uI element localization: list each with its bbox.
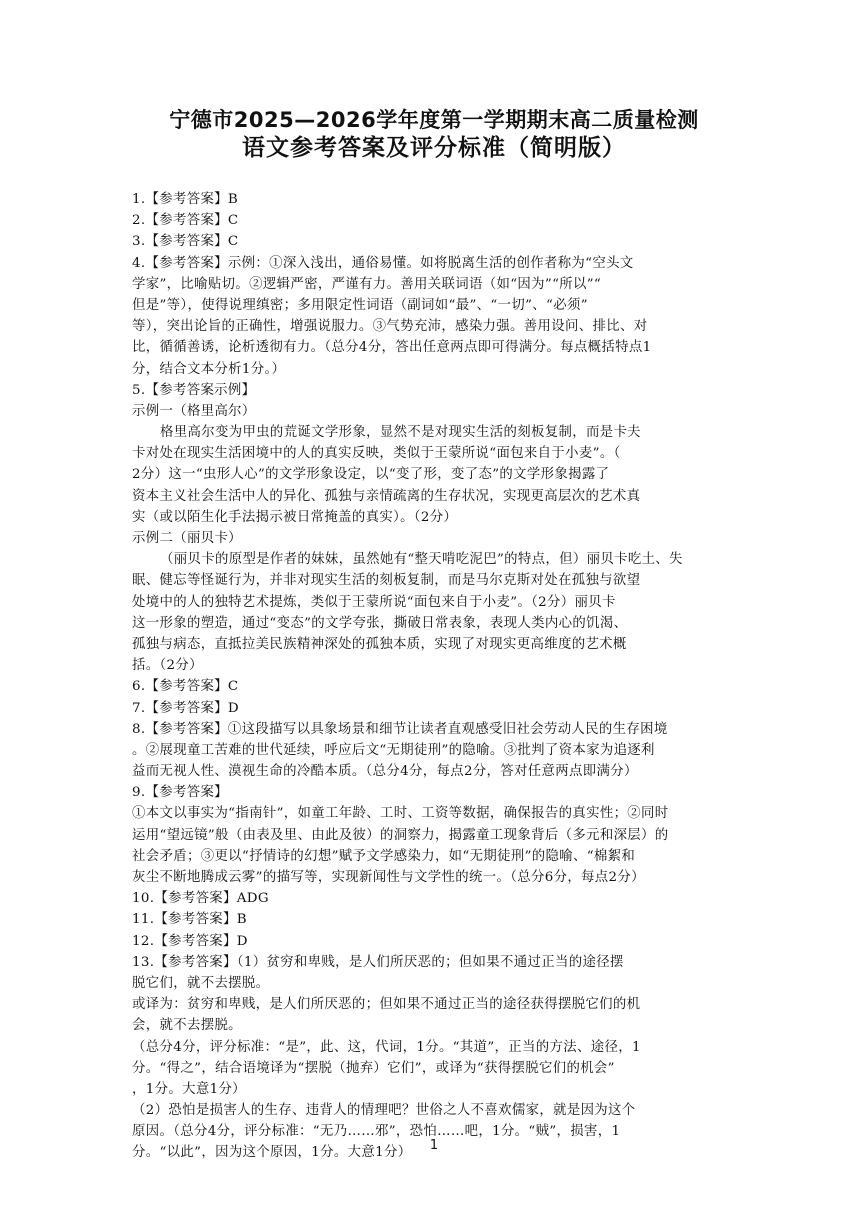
text-line: 灰尘不断地腾成云雾”的描写等，实现新闻性与文学性的统一。（总分6分，每点2分）: [132, 870, 645, 885]
text-line: 2分）这一“虫形人心”的文学形象设定，以“变了形，变了态”的文学形象揭露了: [132, 467, 610, 483]
text-line: 实（或以陌生化手法揭示被日常掩盖的真实）。（2分）: [132, 509, 458, 525]
text-line: 处境中的人的独特艺术提炼，类似于王蒙所说“面包来自于小麦”。（2分）丽贝卡: [132, 594, 616, 610]
text-line: 或译为：贫穷和卑贱，是人们所厌恶的；但如果不通过正当的途径获得摆脱它们的机: [132, 997, 641, 1013]
text-line: （2）恐怕是损害人的生存、违背人的情理吧？世俗之人不喜欢儒家，就是因为这个: [132, 1103, 636, 1119]
text-line: 4.【参考答案】示例：①深入浅出，通俗易懂。如将脱离生活的创作者称为“空头文: [132, 255, 634, 271]
text-line: 示例一（格里高尔）: [132, 403, 256, 419]
text-line: 7.【参考答案】D: [132, 700, 240, 716]
page-number: 1: [429, 1138, 439, 1153]
answer-body: [132, 189, 740, 1164]
text-line: （总分4分，评分标准：“是”，此、这，代词，1分。“其道”，正当的方法、途径，1: [132, 1039, 641, 1055]
text-line: 11.【参考答案】B: [132, 912, 247, 928]
text-line: 卡对处在现实生活困境中的人的真实反映，类似于王蒙所说“面包来自于小麦”。（: [132, 446, 621, 462]
text-line: 示例二（丽贝卡）: [132, 531, 242, 546]
text-line: （丽贝卡的原型是作者的妹妹，虽然她有“整天啃吃泥巴”的特点，但）丽贝卡吃土、失: [160, 552, 683, 568]
text-line: 10.【参考答案】ADG: [132, 891, 269, 907]
text-line: 益而无视人性、漠视生命的冷酷本质。（总分4分，每点2分，答对任意两点即满分）: [132, 764, 638, 780]
text-line: 9.【参考答案】: [132, 785, 228, 801]
text-line: 3.【参考答案】C: [132, 234, 239, 250]
text-line: 这一形象的塑造，通过“变态”的文学夸张，撕破日常表象，表现人类内心的饥渴、: [132, 615, 628, 631]
text-line: 分。“得之”，结合语境译为“摆脱（抛弃）它们”，或译为“获得摆脱它们的机会”: [132, 1060, 615, 1076]
text-line: 但是”等），使得说理缜密；多用限定性词语（副词如“最”、“一切”、“必须”: [132, 297, 588, 313]
text-line: 6.【参考答案】C: [132, 679, 239, 695]
text-line: ①本文以事实为“指南针”，如童工年龄、工时、工资等数据，确保报告的真实性；②同时: [132, 806, 669, 822]
text-line: 资本主义社会生活中人的异化、孤独与亲情疏离的生存状况，实现更高层次的艺术真: [132, 488, 641, 504]
document-title: 宁德市2025—2026学年度第一学期期末高二质量检测: [169, 108, 699, 132]
text-line: ，1分。大意1分）: [132, 1081, 246, 1097]
text-line: 括。（2分）: [132, 658, 203, 674]
text-line: 12.【参考答案】D: [132, 933, 248, 949]
text-line: 运用“望远镜”般（由表及里、由此及彼）的洞察力，揭露童工现象背后（多元和深层）的: [132, 827, 669, 843]
text-line: 等），突出论旨的正确性，增强说服力。③气势充沛，感染力强。善用设问、排比、对: [132, 319, 648, 335]
text-line: 会，就不去摆脱。: [132, 1018, 242, 1034]
text-line: 学家”，比喻贴切。②逻辑严密，严谨有力。善用关联词语（如“因为”“所以”“: [132, 276, 602, 292]
text-line: 5.【参考答案示例】: [132, 382, 256, 398]
text-line: 比，循循善诱，论析透彻有力。（总分4分，答出任意两点即可得满分。每点概括特点1: [132, 340, 652, 356]
text-line: 13.【参考答案】（1）贫穷和卑贱，是人们所厌恶的；但如果不通过正当的途径摆: [132, 954, 624, 970]
text-line: 脱它们，就不去摆脱。: [132, 975, 270, 991]
text-line: 8.【参考答案】①这段描写以具象场景和细节让读者直观感受旧社会劳动人民的生存困境: [132, 721, 668, 737]
text-line: 。②展现童工苦难的世代延续，呼应后文“无期徒刑”的隐喻。③批判了资本家为追逐利: [132, 742, 655, 758]
text-line: 社会矛盾；③更以“抒情诗的幻想”赋予文学感染力，如“无期徒刑”的隐喻、“棉絮和: [132, 848, 636, 864]
text-line: 格里高尔变为甲虫的荒诞文学形象，显然不是对现实生活的刻板复制，而是卡夫: [160, 425, 641, 441]
text-line: 原因。（总分4分，评分标准：“无乃……邪”，恐怕……吧，1分。“贼”，损害，1: [132, 1124, 621, 1140]
text-line: 孤独与病态，直抵拉美民族精神深处的孤独本质，实现了对现实更高维度的艺术概: [132, 636, 627, 652]
text-line: 1.【参考答案】B: [132, 192, 239, 207]
text-line: 分。“以此”，因为这个原因，1分。大意1分）: [132, 1145, 412, 1161]
text-line: 2.【参考答案】C: [132, 213, 239, 229]
text-line: 分，结合文本分析1分。）: [132, 361, 286, 377]
document-subtitle: 语文参考答案及评分标准（简明版）: [242, 135, 626, 161]
text-line: 眠、健忘等怪诞行为，并非对现实生活的刻板复制，而是马尔克斯对处在孤独与欲望: [132, 573, 641, 589]
